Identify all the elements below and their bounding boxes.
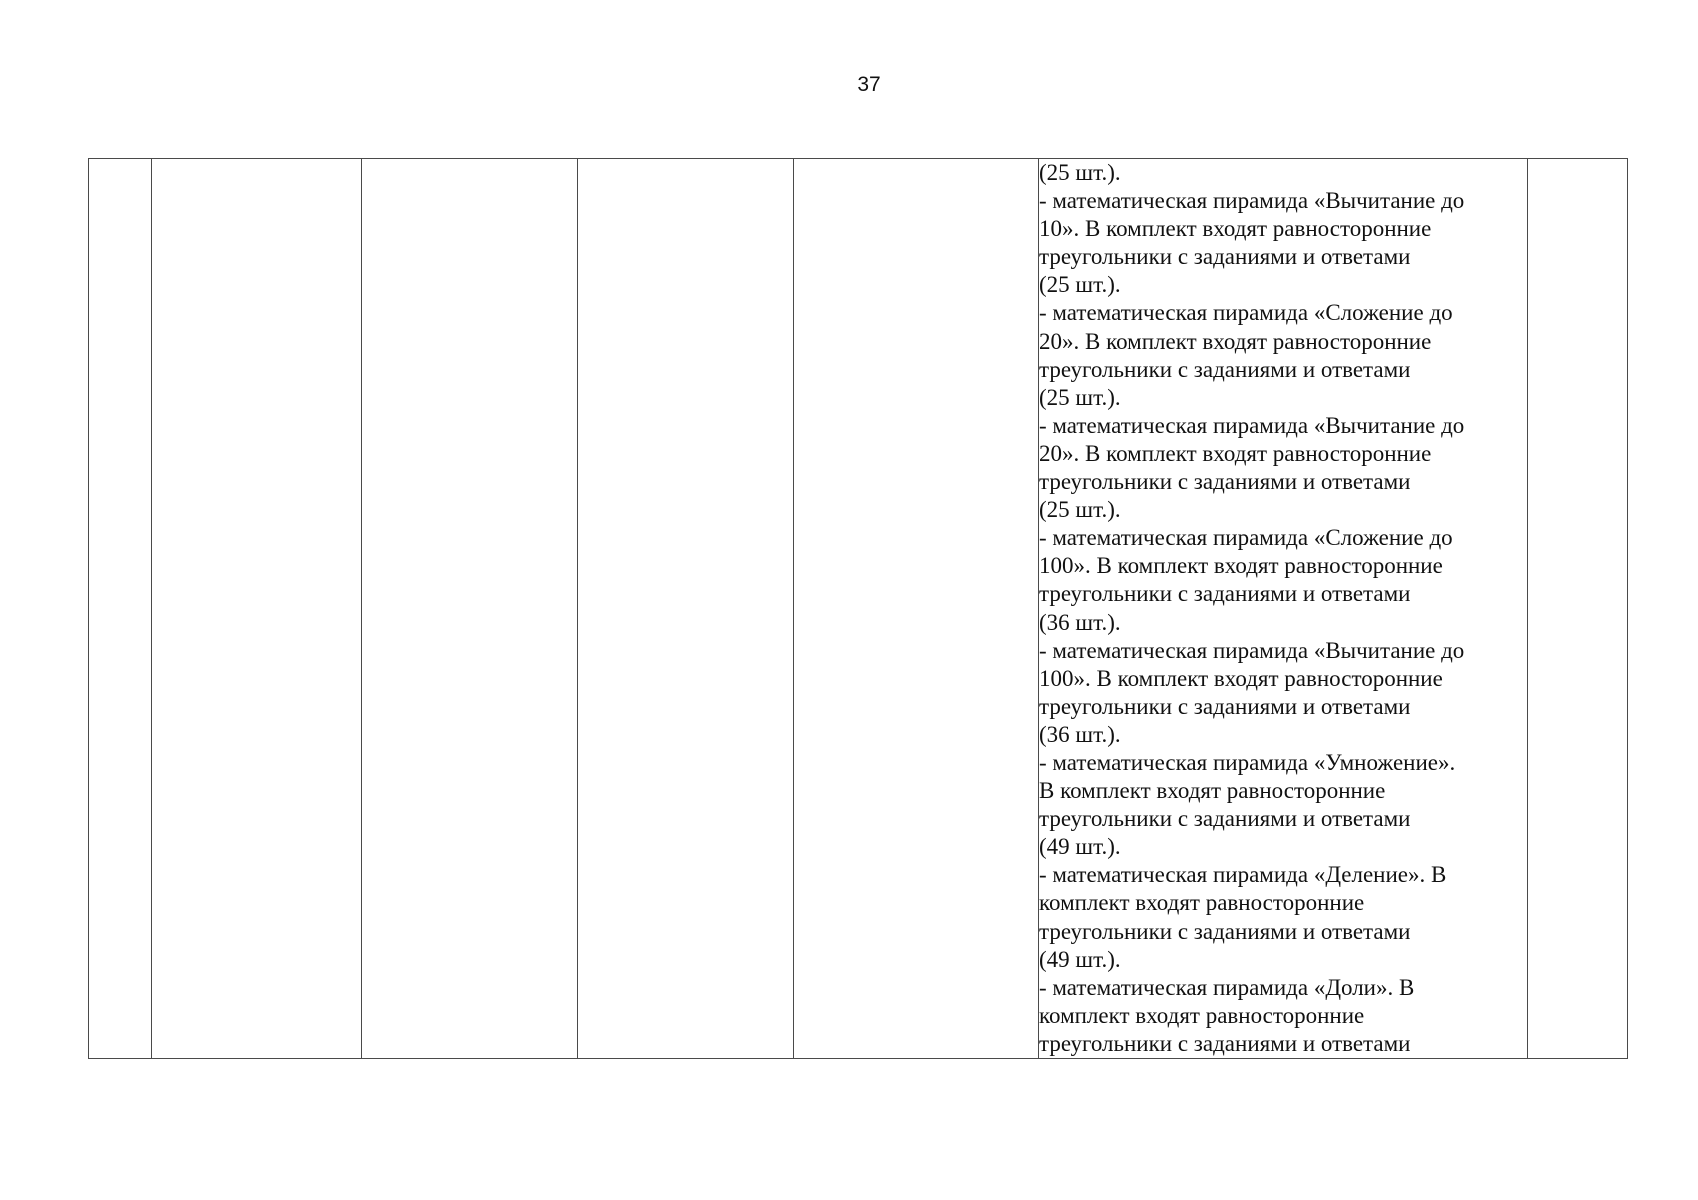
table-cell-5 <box>794 159 1039 1059</box>
table-cell-number <box>89 159 152 1059</box>
table-cell-4 <box>578 159 794 1059</box>
table-cell-2 <box>152 159 362 1059</box>
specification-table <box>88 158 1628 1059</box>
description-text: (25 шт.). - математическая пирамида «Вычитание до 10». В комплект входят равносторонние треугольники с заданиями и ответами (25 шт.). - математическая пирамида «Сложение до 20». В комплект входят равносторонние треугольники с заданиями и ответами (25 шт.). - математическая пирамида «Вычитание до 20». В комплект входят равносторонние треугольники с заданиями и ответами (25 шт.). - математическая пирамида «Сложение до 100». В комплект входят равносторонние треугольники с заданиями и ответами (36 шт.). - математическая пирамида «Вычитание до 100». В комплект входят равносторонние треугольники с заданиями и ответами (36 шт.). - математическая пирамида «Умножение». В комплект входят равносторонние треугольники с заданиями и ответами (49 шт.). - математическая пирамида «Деление». В комплект входят равносторонние треугольники с заданиями и ответами (49 шт.). - математическая пирамида «Доли». В комплект входят равносторонние треугольники с заданиями и ответами <box>1039 160 1465 1056</box>
table-cell-7 <box>1528 159 1628 1059</box>
table-cell-3 <box>362 159 578 1059</box>
table-cell-description <box>1039 159 1528 1059</box>
table-row <box>89 159 1628 1059</box>
page-number: 37 <box>857 73 881 96</box>
